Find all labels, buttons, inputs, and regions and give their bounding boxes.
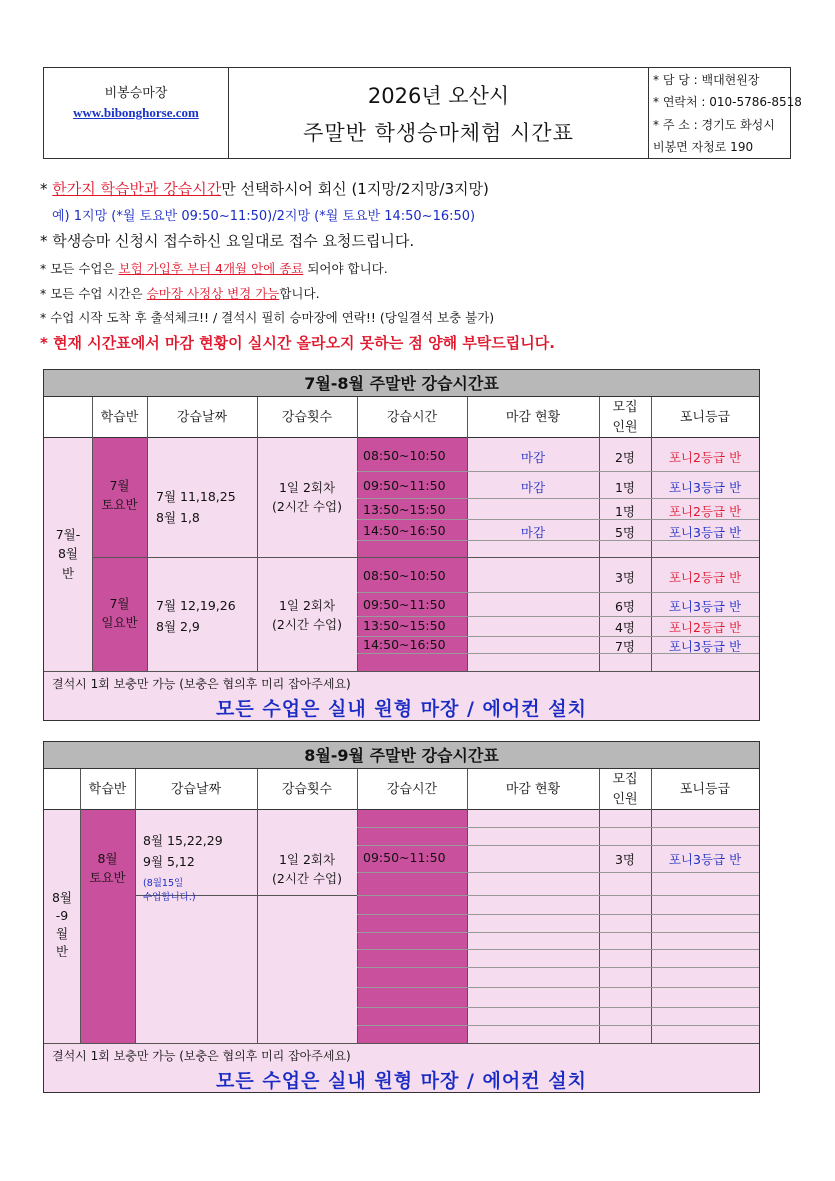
time-slot: 13:50~15:50 [363, 618, 446, 633]
absence-footnote: 결석시 1회 보충만 가능 (보충은 협의후 미리 잡아주세요) [52, 1049, 351, 1063]
time-slot: 09:50~11:50 [363, 850, 446, 865]
page-title: 주말반 학생승마체험 시간표 [303, 121, 574, 145]
contact-phone: * 연락처 : 010-5786-8518 [653, 95, 802, 109]
grade-label: 포니3등급 반 [668, 525, 742, 540]
col-status: 마감 현황 [505, 409, 561, 425]
col-people: 모집 인원 [612, 772, 638, 807]
contact-block [649, 68, 802, 158]
class-name: 7월 토요반 [101, 478, 138, 512]
grade-label: 포니3등급 반 [668, 480, 742, 495]
period-label: 7월- 8월 반 [55, 527, 81, 581]
class-dates: 8월 15,22,29 9월 5,12 [143, 833, 223, 870]
schedule-table-aug-sep [43, 741, 760, 1093]
time-slot: 09:50~11:50 [363, 597, 446, 612]
note-insurance: * 모든 수업은 보험 가입후 부터 4개월 안에 종료 되어야 합니다. [40, 261, 388, 276]
schedule-table-jul-aug [43, 369, 760, 721]
time-slot: 14:50~16:50 [363, 523, 446, 538]
class-name: 8월 토요반 [89, 851, 126, 885]
class-name: 7월 일요반 [101, 596, 138, 630]
col-count: 강습횟수 [281, 781, 333, 797]
note-insurance-highlight: 보험 가입후 부터 4개월 안에 종료 [118, 261, 304, 276]
people-count: 1명 [614, 480, 636, 495]
grade-label: 포니3등급 반 [668, 852, 742, 867]
contact-manager: * 담 당 : 백대현원장 [653, 73, 760, 87]
farm-info [44, 68, 229, 158]
people-count: 4명 [614, 620, 636, 635]
people-count: 5명 [614, 525, 636, 540]
grade-label: 포니2등급 반 [668, 570, 742, 585]
header-box [43, 67, 802, 159]
col-grade: 포니등급 [679, 409, 731, 425]
status-closed: 마감 [520, 450, 546, 465]
class-count: 1일 2회차 (2시간 수업) [272, 598, 342, 633]
title-block [229, 68, 649, 158]
people-count: 3명 [614, 570, 636, 585]
col-count: 강습횟수 [281, 409, 333, 425]
page-title-year: 2026년 오산시 [367, 84, 510, 108]
time-slot: 09:50~11:50 [363, 478, 446, 493]
time-slot: 14:50~16:50 [363, 637, 446, 652]
note-realtime: * 현재 시간표에서 마감 현황이 실시간 올라오지 못하는 점 양해 부탁드립니다. [40, 334, 555, 352]
farm-url-link[interactable]: www.bibonghorse.com [73, 105, 199, 120]
class-dates: 7월 11,18,25 8월 1,8 [156, 489, 236, 525]
facility-banner: 모든 수업은 실내 원형 마장 / 에어컨 설치 [216, 698, 587, 720]
status-closed: 마감 [520, 480, 546, 495]
absence-footnote: 결석시 1회 보충만 가능 (보충은 협의후 미리 잡아주세요) [52, 677, 351, 691]
col-time: 강습시간 [386, 781, 438, 797]
class-dates-note: (8월15일 수업합니다.) [143, 878, 196, 904]
col-dates: 강습날짜 [176, 409, 228, 425]
class-dates: 7월 12,19,26 8월 2,9 [156, 598, 236, 634]
class-count: 1일 2회차 (2시간 수업) [272, 480, 342, 515]
table-title: 8월-9월 주말반 강습시간표 [44, 742, 759, 769]
contact-address-2: 비봉면 자청로 190 [653, 140, 754, 154]
contact-address: * 주 소 : 경기도 화성시 [653, 118, 775, 132]
class-column-fill [92, 438, 147, 671]
people-count: 7명 [614, 639, 636, 654]
col-class: 학습반 [88, 781, 127, 797]
table-title: 7월-8월 주말반 강습시간표 [44, 370, 759, 397]
note-choose-highlight: 한가지 학습반과 강습시간 [52, 180, 222, 198]
people-count: 6명 [614, 599, 636, 614]
grade-label: 포니2등급 반 [668, 620, 742, 635]
time-slot: 08:50~10:50 [363, 568, 446, 583]
col-people: 모집 인원 [612, 400, 638, 435]
note-accept: * 학생승마 신청시 접수하신 요일대로 접수 요청드립니다. [40, 232, 415, 250]
grade-label: 포니3등급 반 [668, 599, 742, 614]
people-count: 2명 [614, 450, 636, 465]
people-count: 1명 [614, 504, 636, 519]
class-count: 1일 2회차 (2시간 수업) [272, 852, 342, 887]
time-slot: 13:50~15:50 [363, 502, 446, 517]
grade-label: 포니2등급 반 [668, 450, 742, 465]
farm-name: 비봉승마장 [104, 86, 168, 101]
note-example: 예) 1지망 (*월 토요반 09:50~11:50)/2지망 (*월 토요반 14:50~16:50) [52, 209, 476, 224]
note-change-highlight: 승마장 사정상 변경 가능 [146, 286, 280, 301]
col-class: 학습반 [100, 409, 139, 425]
people-count: 3명 [614, 852, 636, 867]
grade-label: 포니2등급 반 [668, 504, 742, 519]
period-label: 8월 -9 월 반 [51, 890, 73, 960]
col-dates: 강습날짜 [170, 781, 222, 797]
col-grade: 포니등급 [679, 781, 731, 797]
grade-label: 포니3등급 반 [668, 639, 742, 654]
note-attendance: * 수업 시작 도착 후 출석체크!! / 결석시 필히 승마장에 연락!! (당일결석 보충 불가) [40, 310, 495, 325]
note-schedule-change: * 모든 수업 시간은 승마장 사정상 변경 가능합니다. [40, 286, 320, 301]
class-column-fill [80, 810, 135, 1043]
status-closed: 마감 [520, 525, 546, 540]
time-slot: 08:50~10:50 [363, 448, 446, 463]
note-choose: * 한가지 학습반과 강습시간만 선택하시어 회신 (1지망/2지망/3지망) [40, 180, 489, 198]
col-time: 강습시간 [386, 409, 438, 425]
col-status: 마감 현황 [505, 781, 561, 797]
facility-banner: 모든 수업은 실내 원형 마장 / 에어컨 설치 [216, 1070, 587, 1092]
